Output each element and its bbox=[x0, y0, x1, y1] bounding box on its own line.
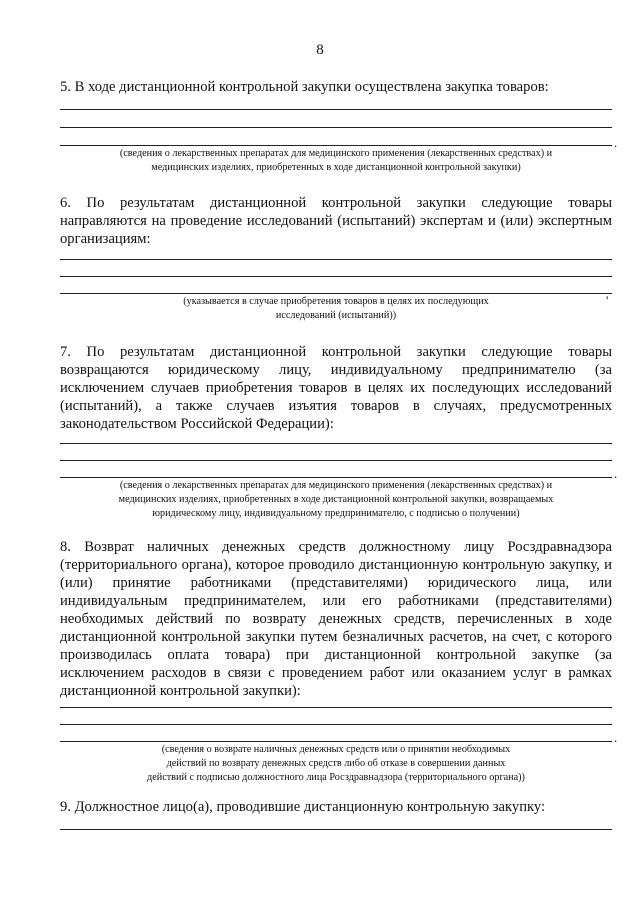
fill-line bbox=[60, 477, 612, 478]
end-mark: . bbox=[614, 135, 618, 150]
caption-line: (сведения о лекарственных препаратах для медицинского применения (лекарственных средствах) и bbox=[119, 480, 553, 491]
caption-line: действий с подписью должностного лица Росздравнадзора (территориального органа)) bbox=[147, 772, 525, 783]
section-6 bbox=[60, 194, 612, 248]
section-7-caption bbox=[60, 479, 612, 521]
caption-line: медицинских изделиях, приобретенных в ходе дистанционной контрольной закупки) bbox=[151, 162, 521, 173]
fill-line bbox=[60, 276, 612, 277]
page-number: 8 bbox=[316, 42, 324, 58]
fill-line bbox=[60, 460, 612, 461]
section-7-text: 7. По результатам дистанционной контрольной закупки следующие товары возвращаются юридическому лицу, индивидуальному предпринимателю (за исключением случаев приобретения товаров в целях их последующих исследований (испытаний), а также случаев изъятия товаров в случаях, предусмотренных законодательством Российской Федерации): bbox=[60, 344, 612, 432]
fill-line bbox=[60, 724, 612, 725]
section-6-text: 6. По результатам дистанционной контрольной закупки следующие товары направляются на проведение исследований (испытаний) экспертам и (или) экспертным организациям: bbox=[60, 195, 612, 247]
fill-line bbox=[60, 259, 612, 260]
section-5-caption bbox=[60, 147, 612, 175]
section-7 bbox=[60, 343, 612, 433]
fill-line bbox=[60, 741, 612, 742]
section-8-caption bbox=[60, 743, 612, 785]
section-6-caption bbox=[60, 295, 612, 323]
caption-line: (сведения о лекарственных препаратах для медицинского применения (лекарственных средствах) и bbox=[119, 148, 553, 159]
fill-line bbox=[60, 127, 612, 128]
caption-line: действий по возврату денежных средств либо об отказе в совершении данных bbox=[166, 758, 506, 769]
fill-line bbox=[60, 109, 612, 110]
caption-line: (сведения о возврате наличных денежных средств или о принятии необходимых bbox=[161, 744, 511, 755]
fill-line bbox=[60, 293, 612, 294]
end-mark: . bbox=[614, 730, 618, 745]
caption-line: исследований (испытаний)) bbox=[275, 310, 397, 321]
section-5-text: 5. В ходе дистанционной контрольной закупки осуществлена закупка товаров: bbox=[60, 79, 549, 95]
section-9 bbox=[60, 798, 612, 816]
fill-line bbox=[60, 145, 612, 146]
fill-line bbox=[60, 443, 612, 444]
section-5 bbox=[60, 78, 612, 96]
section-9-text: 9. Должностное лицо(а), проводившие дистанционную контрольную закупку: bbox=[60, 799, 546, 815]
caption-line: юридическому лицу, индивидуальному предпринимателю, с подписью о получении) bbox=[152, 508, 520, 519]
section-8-text: 8. Возврат наличных денежных средств должностному лицу Росздравнадзора (территориального органа), которое проводило дистанционную контрольную закупку, и (или) принятие работниками (представителями) юридического лица, или индивидуальным предпринимателем, или его работниками (представителями) необходимых действий по возврату денежных средств, перечисленных в ходе дистанционной контрольной закупки путем безналичных расчетов, на счет, с которого производилась оплата товара) при дистанционной контрольной закупке (за исключением расходов в связи с проведением работ или оказанием услуг в рамках дистанционной контрольной закупки): bbox=[60, 539, 612, 699]
fill-line bbox=[60, 707, 612, 708]
caption-line: (указывается в случае приобретения товаров в целях их последующих bbox=[183, 296, 489, 307]
end-mark: ' bbox=[606, 293, 609, 308]
end-mark: . bbox=[614, 466, 618, 481]
caption-line: медицинских изделиях, приобретенных в ходе дистанционной контрольной закупки, возвращаемых bbox=[118, 494, 554, 505]
fill-line bbox=[60, 829, 612, 830]
section-8 bbox=[60, 538, 612, 700]
